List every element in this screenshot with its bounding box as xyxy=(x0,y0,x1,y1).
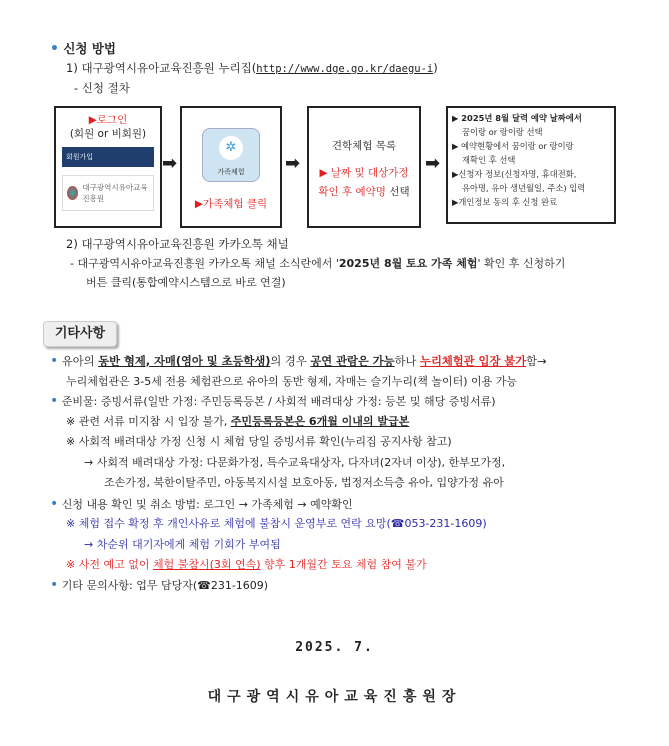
etc-p4 xyxy=(66,414,409,430)
kakao-button-line: 버튼 클릭(통합예약시스템으로 바로 연결) xyxy=(86,276,286,289)
arrow-right-icon: ➡ xyxy=(425,153,441,174)
site-logo xyxy=(62,175,154,211)
etc-p1-c: 의 경우 xyxy=(270,355,311,368)
etc-p10: → 차순위 대기자에게 체험 기회가 부여됨 xyxy=(84,538,281,551)
step-box-list xyxy=(307,106,421,228)
family-click-label: ▶가족체험 클릭 xyxy=(194,198,268,210)
list-line2: 확인 후 예약명 xyxy=(318,186,386,198)
bullet-icon: • xyxy=(50,41,59,57)
etc-p7: 조손가정, 북한이탈주민, 아동복지시설 보호아동, 법정저소득층 유아, 입양가정 유아 xyxy=(104,476,504,489)
etc-p9: ※ 체험 접수 확정 후 개인사유로 체험에 불참시 운영부로 연락 요망(☎053-231-1609) xyxy=(66,517,487,530)
etc-p3-row xyxy=(50,393,496,410)
kakao-channel-line: 2) 대구광역시유아교육진흥원 카카오톡 채널 xyxy=(66,237,289,251)
step-box-reserve xyxy=(446,106,616,224)
list-line2-suffix: 선택 xyxy=(389,186,410,198)
apply-line1-suffix: ) xyxy=(433,61,438,75)
reserve-line5: ▶신청자 정보(신청자명, 휴대전화, xyxy=(452,169,577,179)
apply-title: 신청 방법 xyxy=(63,41,116,56)
etc-p1-b: 동반 형제, 자매(영아 및 초등학생) xyxy=(98,355,271,368)
etc-p11-b: 체험 불참시(3회 연속) xyxy=(152,558,261,571)
login-label: ▶로그인 xyxy=(88,114,128,126)
kakao-detail-a: - 대구광역시유아교육진흥원 카카오톡 채널 소식란에서 ' xyxy=(70,257,339,270)
login-sub: (회원 or 비회원) xyxy=(69,128,147,140)
etc-p11-a: ※ 사전 예고 없이 xyxy=(66,558,153,571)
apply-line1 xyxy=(66,61,438,77)
bullet-icon: • xyxy=(50,353,59,369)
etc-p2: 누리체험관은 3-5세 전용 체험관으로 유아의 동반 형제, 자매는 슬기누리(책 놀이터) 이용 가능 xyxy=(66,375,518,388)
etc-p6: → 사회적 배려대상 가정: 다문화가정, 특수교육대상자, 다자녀(2자녀 이상), 한부모가정, xyxy=(84,456,506,469)
etc-p11-c: 향후 1개월간 토요 체험 참여 불가 xyxy=(260,558,427,571)
etc-p1-e: 하나 xyxy=(394,355,421,368)
etc-p1 xyxy=(50,353,547,370)
etc-p1-f: 누리체험관 입장 불가 xyxy=(420,355,527,368)
site-header-text: 회원가입 xyxy=(66,153,94,161)
person-icon: ✲ xyxy=(219,136,243,160)
bullet-icon: • xyxy=(50,577,59,593)
bullet-icon: • xyxy=(50,393,59,409)
family-experience-icon xyxy=(202,128,260,182)
list-title: 견학체험 목록 xyxy=(331,140,397,152)
reserve-line4: 재확인 후 선택 xyxy=(462,155,516,165)
doc-date: 2025. 7. xyxy=(295,640,374,655)
etc-p8: 신청 내용 확인 및 취소 방법: 로그인 → 가족체험 → 예약확인 xyxy=(61,498,353,511)
etc-p12: 기타 문의사항: 업무 담당자(☎231-1609) xyxy=(61,579,269,592)
etc-p11 xyxy=(66,557,427,573)
etc-p4-b: 주민등록등본은 6개월 이내의 발급본 xyxy=(230,415,410,428)
step-box-family xyxy=(180,106,282,228)
logo-text: 대구광역시유아교육진흥원 xyxy=(82,183,148,203)
steps-label: - 신청 절차 xyxy=(74,81,130,95)
reserve-line7: ▶개인정보 동의 후 신청 완료 xyxy=(452,197,558,207)
etc-p5: ※ 사회적 배려대상 가정 신청 시 체험 당일 증빙서류 확인(누리집 공지사항 참고) xyxy=(66,435,452,448)
arrow-right-icon: ➡ xyxy=(285,153,301,174)
etc-p1-g: 함→ xyxy=(526,355,547,368)
apply-title-row xyxy=(50,40,116,58)
etc-p8-row xyxy=(50,496,353,513)
kakao-detail-c: ' 확인 후 신청하기 xyxy=(477,257,566,270)
list-line2-row xyxy=(309,184,419,199)
apply-line1-prefix: 1) 대구광역시유아교육진흥원 누리집( xyxy=(66,61,257,75)
etc-section-tag: 기타사항 xyxy=(43,321,117,347)
bullet-icon: • xyxy=(50,496,59,512)
etc-p12-row xyxy=(50,577,268,594)
arrow-right-icon: ➡ xyxy=(162,153,178,174)
kakao-detail-event: 2025년 8월 토요 가족 체험 xyxy=(338,257,478,270)
etc-p3: 준비물: 증빙서류(일반 가정: 주민등록등본 / 사회적 배려대상 가정: 등본 및 해당 증빙서류) xyxy=(61,395,496,408)
reserve-line3: ▶ 예약현황에서 꿈이랑 or 랑이랑 xyxy=(452,141,574,151)
doc-issuer: 대구광역시유아교육진흥원장 xyxy=(207,689,462,705)
family-icon-caption: 가족체험 xyxy=(217,168,245,176)
step-box-login xyxy=(54,106,162,228)
reserve-line2: 꿈이랑 or 랑이랑 선택 xyxy=(462,127,543,137)
reserve-line1: ▶ 2025년 8월 달력 예약 날짜에서 xyxy=(452,113,582,123)
reserve-line6: 유아명, 유아 생년월일, 주소) 입력 xyxy=(462,183,586,193)
website-link[interactable]: http://www.dge.go.kr/daegu-i xyxy=(256,63,434,75)
etc-p1-a: 유아의 xyxy=(61,355,99,368)
list-line1: ▶ 날짜 및 대상가정 xyxy=(319,167,409,179)
etc-p4-a: ※ 관련 서류 미지참 시 입장 불가, xyxy=(66,415,231,428)
kakao-detail-line xyxy=(70,256,565,271)
site-header-thumb xyxy=(62,147,154,167)
etc-p1-d: 공연 관람은 가능 xyxy=(310,355,395,368)
logo-icon xyxy=(67,186,78,200)
